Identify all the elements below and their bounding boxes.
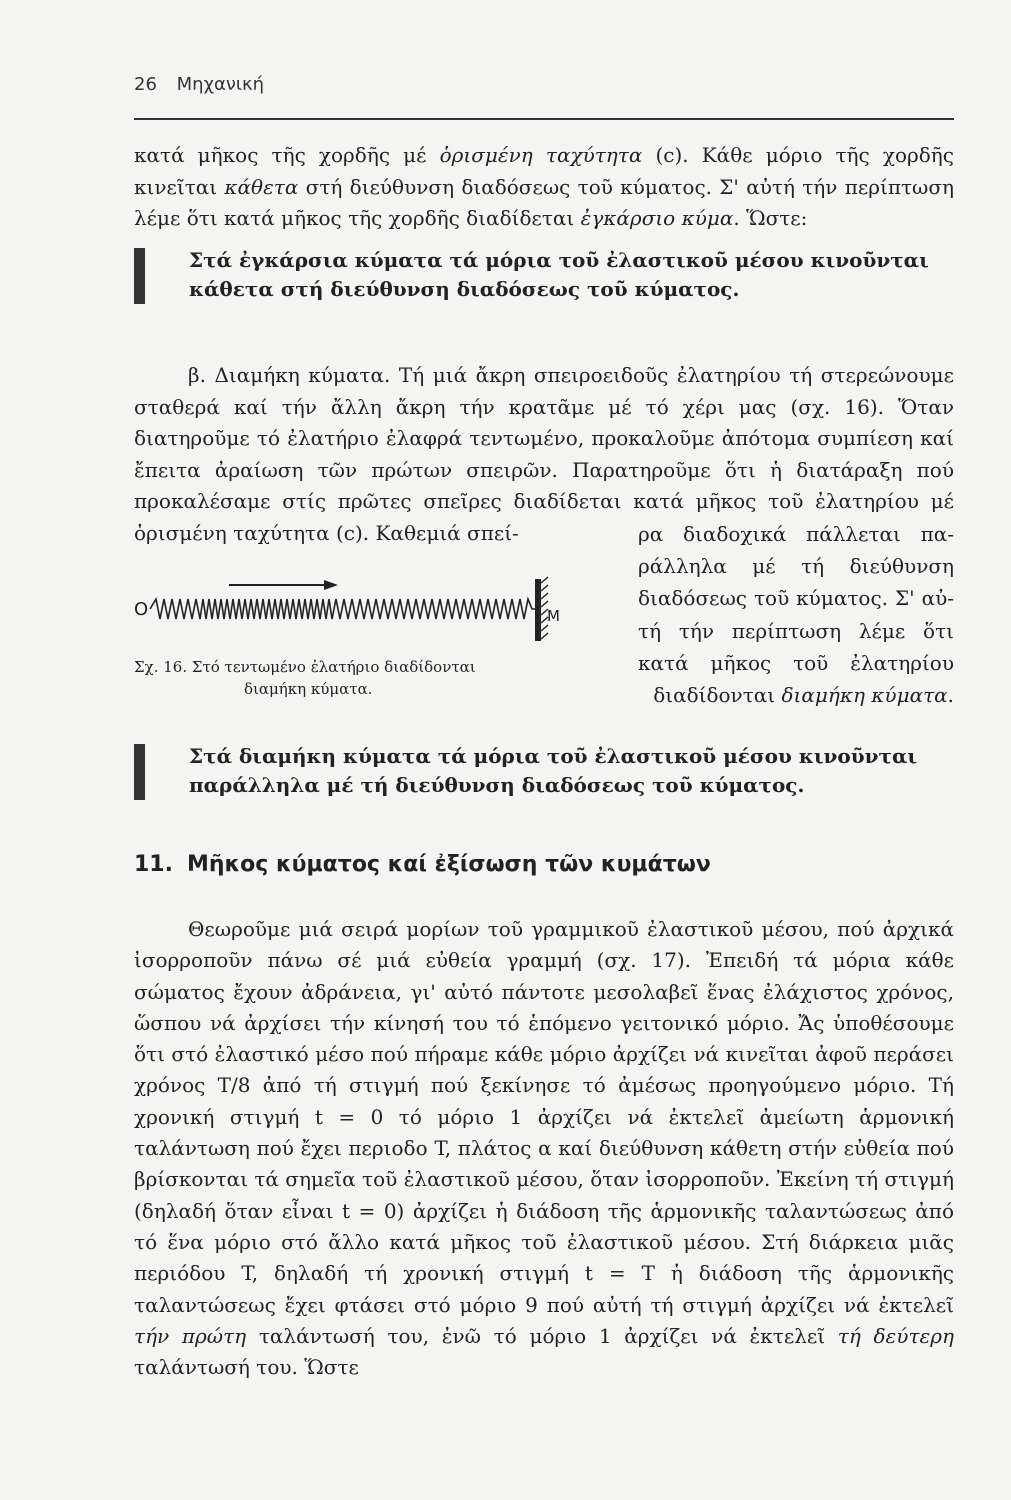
spring-diagram	[134, 575, 644, 655]
rule-box-transverse	[134, 246, 964, 306]
section-number: 11.	[134, 852, 173, 877]
label-m: M	[547, 607, 560, 625]
rule-box-longitudinal	[134, 742, 964, 802]
paragraph-transverse: κατά μῆκος τῆς χορδῆς μέ ὁρισμένη ταχύτητα (c). Κάθε μόριο τῆς χορδῆς κινεῖται κάθετα στή διεύθυνση διαδόσεως τοῦ κύματος. Σ' αὐτή τήν περίπτωση λέμε ὅτι κατά μῆκος τῆς χορδῆς διαδίδεται ἐγκάρσιο κύμα. Ὥστε:	[134, 143, 954, 230]
page-number: 26	[134, 74, 157, 95]
page-header	[134, 74, 264, 95]
spring-coils	[150, 599, 536, 619]
header-rule	[134, 118, 954, 120]
section-heading	[134, 852, 711, 877]
wall	[535, 579, 541, 641]
highlight-bar	[134, 248, 145, 304]
paragraph-wave-equation: Θεωροῦμε μιά σειρά μορίων τοῦ γραμμικοῦ ἐλαστικοῦ μέσου, πού ἀρχικά ἰσορροποῦν πάνω σέ μιά εὐθεία γραμμή (σχ. 17). Ἐπειδή τά μόρια κάθε σώματος ἔχουν ἀδράνεια, γι' αὐτό πάντοτε μεσολαβεῖ ἕνας ἐλάχιστος χρόνος, ὥσπου νά ἀρχίσει τήν κίνησή του τό ἑπόμενο γειτονικό μόριο. Ἄς ὑποθέσουμε ὅτι στό ἐλαστικό μέσο πού πήραμε κάθε μόριο ἀρχίζει νά κινεῖται ἀφοῦ περάσει χρόνος T/8 ἀπό τή στιγμή πού ξεκίνησε τό ἀμέσως προηγούμενο μόριο. Τή χρονική στιγμή t = 0 τό μόριο 1 ἀρχίζει νά ἐκτελεῖ ἀμείωτη ἁρμονική ταλάντωση πού ἔχει περιοδο T, πλάτος α καί διεύθυνση κάθετη στήν εὐθεία πού βρίσκονται τά σημεῖα τοῦ ἐλαστικοῦ μέσου, ὅταν ἰσορροποῦν. Ἐκείνη τή στιγμή (δηλαδή ὅταν εἶναι t = 0) ἀρχίζει ἡ διάδοση τῆς ἁρμονικῆς ταλαντώσεως ἀπό τό ἕνα μόριο στό ἄλλο κατά μῆκος τοῦ ἐλαστικοῦ μέσου. Στή διάρκεια μιᾶς περιόδου T, δηλαδή τή χρονική στιγμή t = T ἡ διάδοση τῆς ἁρμονικῆς ταλαντώσεως ἔχει φτάσει στό μόριο 9 πού αὐτή τή στιγμή ἀρχίζει νά ἐκτελεῖ τήν πρώτη ταλάντωσή του, ἐνῶ τό μόριο 1 ἀρχίζει νά ἐκτελεῖ τή δεύτερη ταλάντωσή του. Ὥστε	[134, 917, 954, 1380]
label-o: O	[134, 599, 149, 620]
caption-line-1: Σχ. 16. Στό τεντωμένο ἐλατήριο διαδίδονται	[134, 658, 476, 676]
caption-line-2: διαμήκη κύματα.	[244, 680, 373, 698]
paragraph-longitudinal: β. Διαμήκη κύματα. Τή μιά ἄκρη σπειροειδοῦς ἐλατηρίου τή στερεώνουμε σταθερά καί τήν ἄλλη ἄκρη τήν κρατᾶμε μέ τό χέρι μας (σχ. 16). Ὅταν διατηροῦμε τό ἐλατήριο ἐλαφρά τεντωμένο, προκαλοῦμε ἀπότομα συμπίεση καί ἔπειτα ἀραίωση τῶν πρώτων σπειρῶν. Παρατηροῦμε ὅτι ἡ διατάραξη πού προκαλέσαμε στίς πρῶτες σπεῖρες διαδίδεται κατά μῆκος τοῦ ἐλατηρίου μέ ὁρισμένη ταχύτητα (c). Καθεμιά σπεί-	[134, 363, 954, 545]
running-title: Μηχανική	[176, 74, 265, 95]
arrow-head	[324, 580, 338, 590]
figure-caption	[134, 656, 554, 700]
highlight-bar	[134, 744, 145, 800]
right-column-text: ρα διαδοχικά πάλλεται πα- ράλληλα μέ τή διεύθυνση διαδόσεως τοῦ κύματος. Σ' αὐ- τή τήν περίπτωση λέμε ὅτι κατά μῆκος τοῦ ἐλατηρίου διαδίδονται διαμήκη κύματα.	[638, 522, 954, 708]
rule-transverse-text: Στά ἐγκάρσια κύματα τά μόρια τοῦ ἐλαστικοῦ μέσου κινοῦνται κάθετα στή διεύθυνση διαδόσεως τοῦ κύματος.	[189, 248, 929, 301]
rule-longitudinal-text: Στά διαμήκη κύματα τά μόρια τοῦ ἐλαστικοῦ μέσου κινοῦνται παράλληλα μέ τή διεύθυνση διαδόσεως τοῦ κύματος.	[189, 744, 918, 797]
section-title: Μῆκος κύματος καί ἐξίσωση τῶν κυμάτων	[186, 852, 711, 877]
